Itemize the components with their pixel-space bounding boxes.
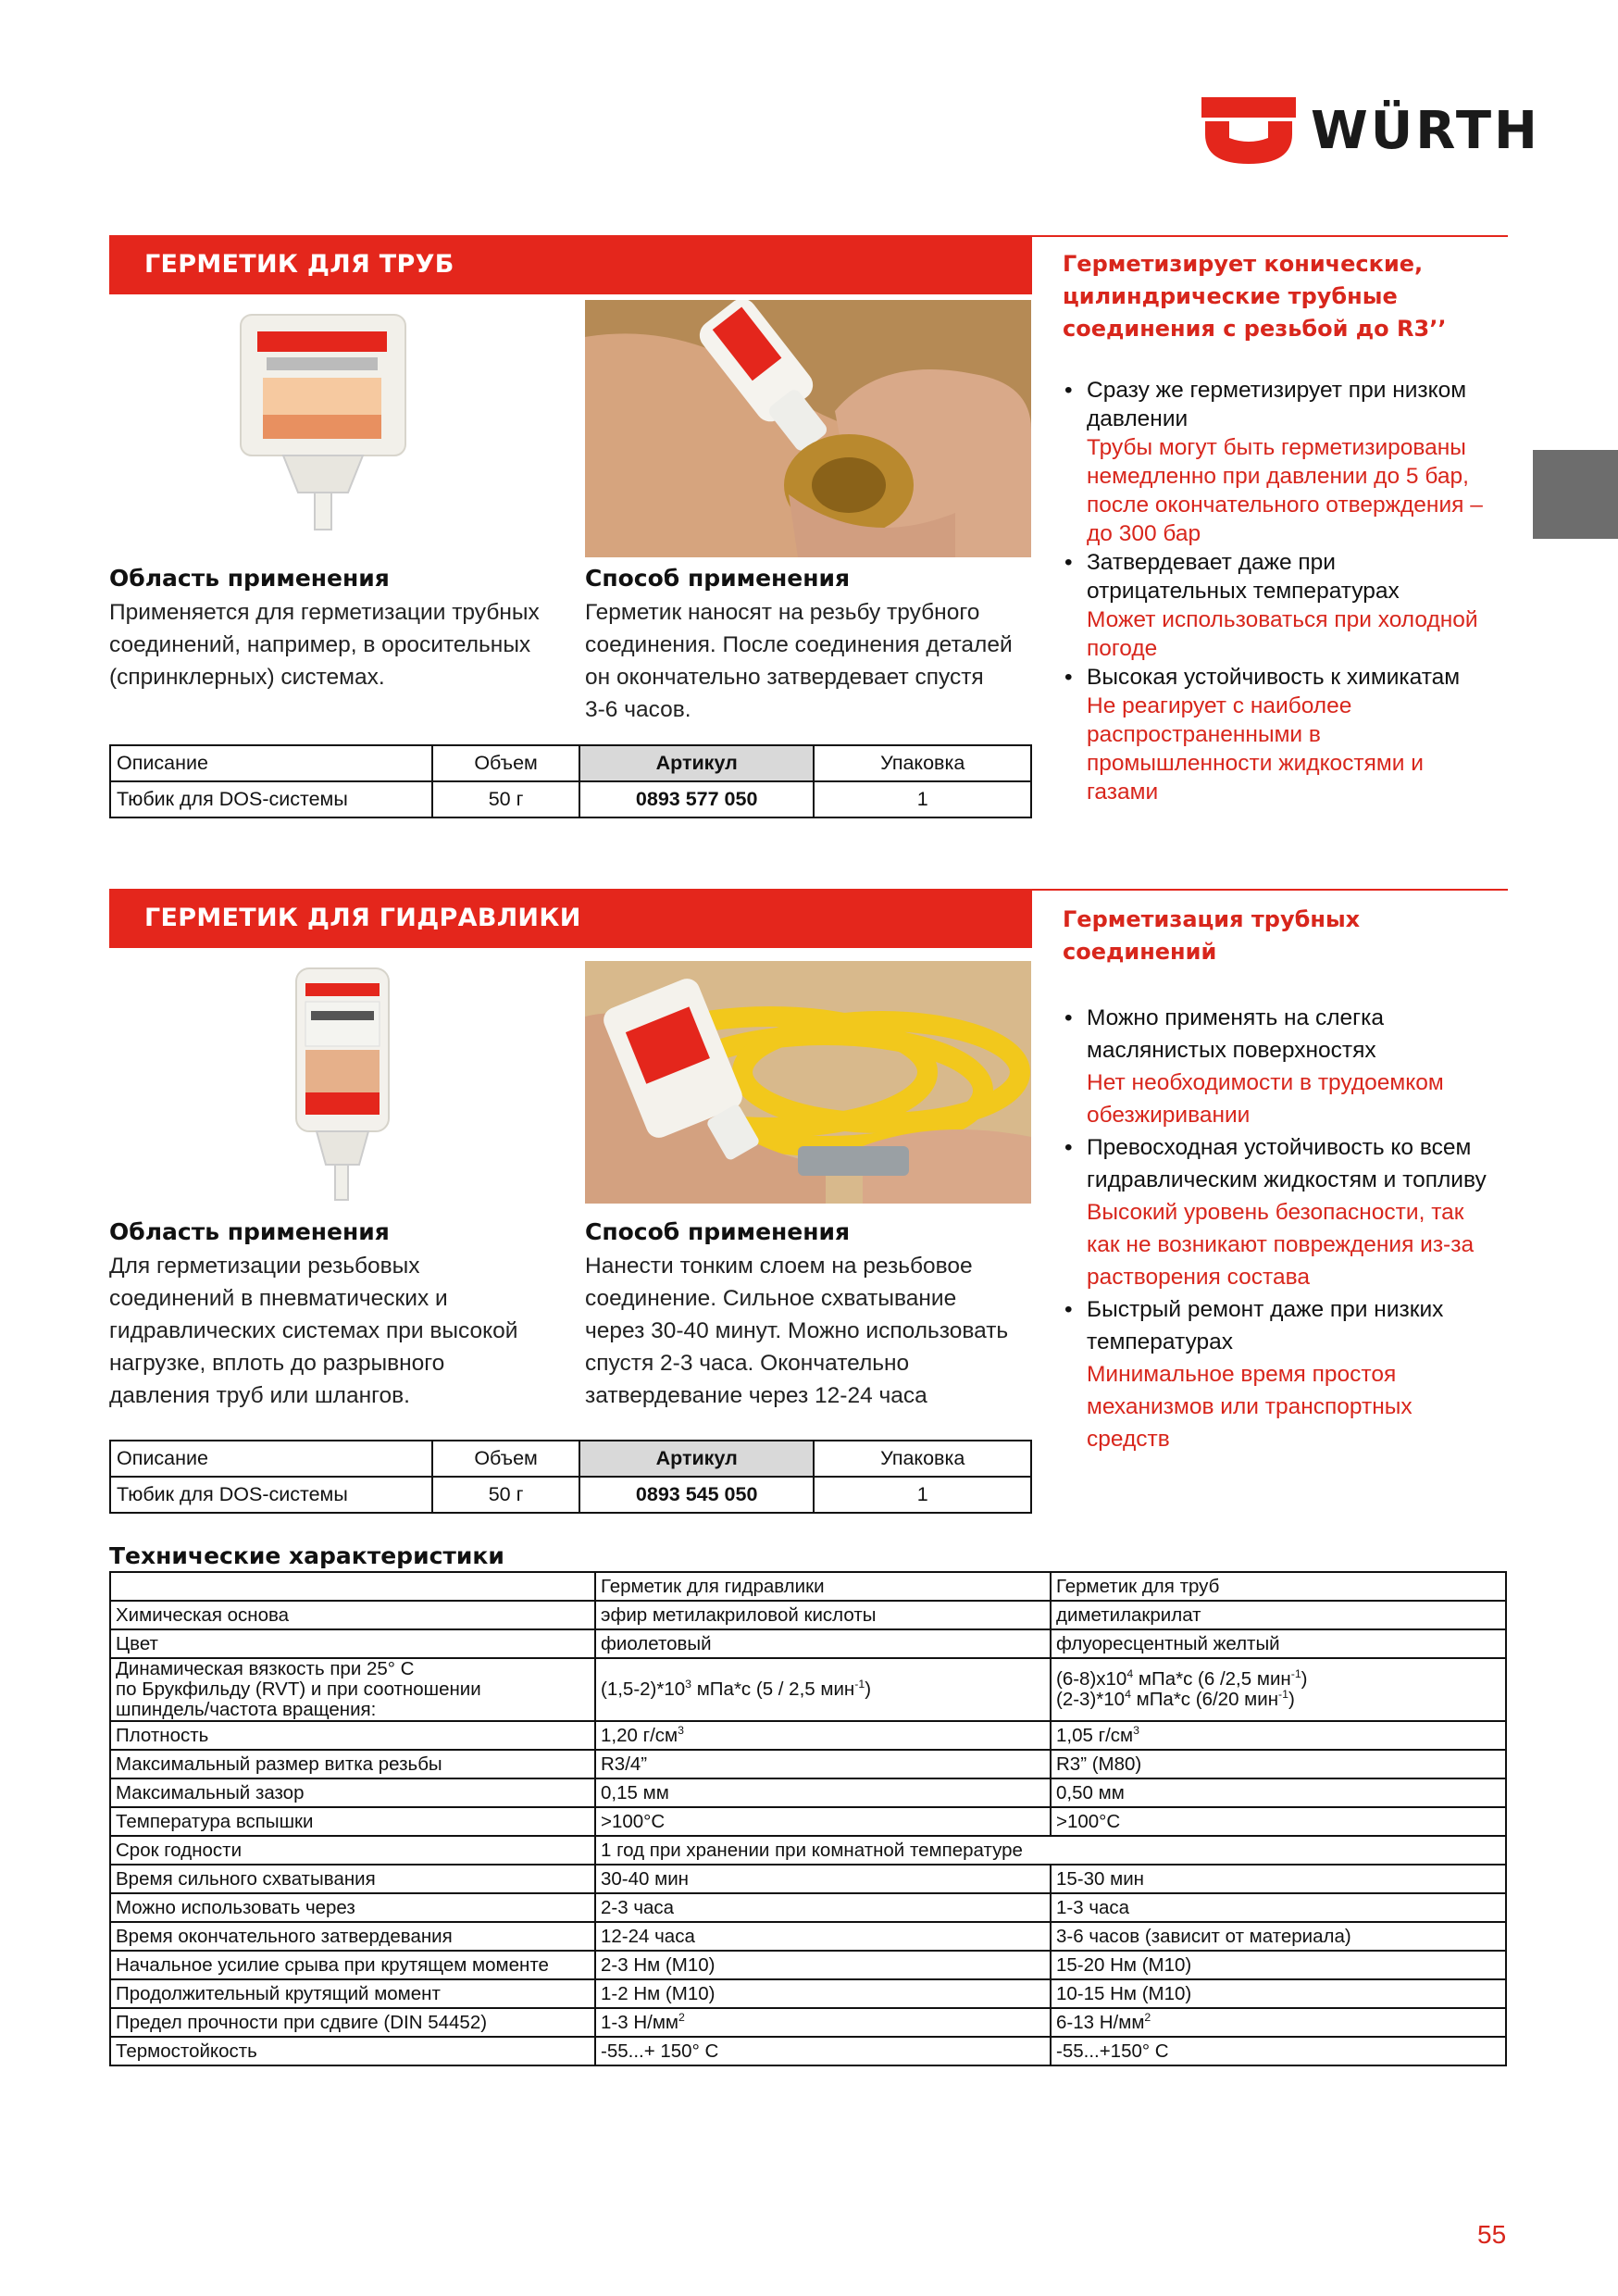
section-title-pipe-sealant: ГЕРМЕТИК ДЛЯ ТРУБ bbox=[109, 235, 1032, 294]
bullet-main: отрицательных температурах bbox=[1087, 579, 1400, 604]
tech-value-line: R3” (M80) bbox=[1056, 1753, 1142, 1775]
feature-title bbox=[1063, 904, 1360, 968]
bullet-note: Нет необходимости в трудоемком bbox=[1087, 1070, 1444, 1095]
tech-value-cell bbox=[595, 1922, 1051, 1951]
method-line: соединение. Сильное схватывание bbox=[585, 1286, 957, 1311]
tech-row bbox=[110, 1951, 1506, 1979]
tech-label-cell bbox=[110, 1922, 595, 1951]
tech-label-cell bbox=[110, 1807, 595, 1836]
tech-value-cell bbox=[1051, 1865, 1506, 1893]
tech-value-line: 1-3 часа bbox=[1056, 1896, 1130, 1918]
chapter-tab-marker bbox=[1533, 450, 1618, 539]
tech-value-cell bbox=[1051, 1750, 1506, 1778]
feature-title-line: Герметизация трубных bbox=[1063, 906, 1361, 932]
tech-value-line: 2-3 часа bbox=[601, 1896, 675, 1918]
bullet-note: как не возникают повреждения из-за bbox=[1087, 1232, 1475, 1257]
section-divider-line bbox=[1032, 235, 1508, 237]
cell-description: Тюбик для DOS-системы bbox=[110, 781, 432, 817]
col-article: Артикул bbox=[579, 1441, 814, 1477]
usage-text bbox=[109, 1250, 517, 1412]
tube-product-image bbox=[289, 965, 396, 1205]
tech-specs-table bbox=[109, 1571, 1507, 2066]
tech-label-cell bbox=[110, 1629, 595, 1658]
bullet-main: давлении bbox=[1087, 406, 1189, 431]
usage-line: Для герметизации резьбовых bbox=[109, 1254, 420, 1279]
tech-value-cell bbox=[1051, 1778, 1506, 1807]
bullet-main: гидравлическим жидкостям и топливу bbox=[1087, 1167, 1487, 1192]
tech-value-line: -55...+150° С bbox=[1056, 2040, 1169, 2062]
bullet-main: • Превосходная устойчивость ко всем bbox=[1087, 1135, 1472, 1160]
wurth-logo-mark-icon bbox=[1201, 97, 1296, 164]
tech-value-line: R3/4” bbox=[601, 1753, 648, 1775]
tech-label-cell bbox=[110, 1721, 595, 1750]
cell-description: Тюбик для DOS-системы bbox=[110, 1477, 432, 1513]
tech-label-cell bbox=[110, 1893, 595, 1922]
tech-row bbox=[110, 1979, 1506, 2008]
tech-value-cell bbox=[1051, 2037, 1506, 2065]
method-line: соединения. После соединения деталей bbox=[585, 632, 1013, 657]
tech-value-cell bbox=[595, 1601, 1051, 1629]
tech-value-cell: 1,05 $г/см^3$ bbox=[1051, 1721, 1506, 1750]
col-package: Упаковка bbox=[814, 745, 1031, 781]
tech-row bbox=[110, 2008, 1506, 2037]
bullet-note: растворения состава bbox=[1087, 1265, 1310, 1290]
tech-value-cell bbox=[1051, 1807, 1506, 1836]
bullet-main: • Сразу же герметизирует при низком bbox=[1087, 378, 1467, 403]
cell-package: 1 bbox=[814, 781, 1031, 817]
tech-label-line: по Брукфильду (RVT) и при соотношении bbox=[116, 1678, 481, 1700]
tech-label-cell bbox=[110, 2037, 595, 2065]
order-table-row bbox=[110, 1477, 1031, 1513]
tech-label-line: Предел прочности при сдвиге (DIN 54452) bbox=[116, 2011, 488, 2033]
tech-value-line: фиолетовый bbox=[601, 1632, 712, 1654]
tech-label-line: Можно использовать через bbox=[116, 1896, 355, 1918]
tech-label-line: Время сильного схватывания bbox=[116, 1867, 376, 1890]
col-volume: Объем bbox=[432, 745, 579, 781]
bullet-main: • Можно применять на слегка bbox=[1087, 1005, 1384, 1030]
method-line: спустя 2-3 часа. Окончательно bbox=[585, 1351, 910, 1376]
tech-row bbox=[110, 1629, 1506, 1658]
usage-line: соединений в пневматических и bbox=[109, 1286, 448, 1311]
method-line: 3-6 часов. bbox=[585, 697, 691, 722]
feature-title-line: цилиндрические трубные bbox=[1063, 283, 1398, 309]
tech-label-cell bbox=[110, 1865, 595, 1893]
tech-value-cell: $(6-8)x10^4$ мПа*с (6 /2,5 мин$^{-1}$) $(2-3)*10^4$ мПа*с (6/20 мин$^{-1}$) bbox=[1051, 1658, 1506, 1721]
tech-value-cell: 1 год при хранении при комнатной температуре bbox=[595, 1836, 1506, 1865]
feature-bullet bbox=[1063, 1131, 1516, 1293]
usage-line: гидравлических системах при высокой bbox=[109, 1318, 518, 1343]
cell-package: 1 bbox=[814, 1477, 1031, 1513]
method-line: Нанести тонким слоем на резьбовое bbox=[585, 1254, 973, 1279]
cell-volume: 50 г bbox=[432, 1477, 579, 1513]
tech-row bbox=[110, 1721, 1506, 1750]
tech-label-cell bbox=[110, 1951, 595, 1979]
bullet-note: механизмов или транспортных bbox=[1087, 1394, 1413, 1419]
feature-bullet bbox=[1063, 1002, 1516, 1131]
cell-article-number: 0893 577 050 bbox=[579, 781, 814, 817]
tech-label-cell bbox=[110, 1601, 595, 1629]
bullet-note: Не реагирует с наиболее bbox=[1087, 693, 1352, 718]
tech-header-cell: Герметик для труб bbox=[1051, 1572, 1506, 1601]
tech-header-cell bbox=[110, 1572, 595, 1601]
tech-row bbox=[110, 1658, 1506, 1721]
tech-value-line: 0,50 мм bbox=[1056, 1781, 1125, 1803]
tech-value-line: диметилакрилат bbox=[1056, 1603, 1201, 1626]
tech-value-cell bbox=[595, 1951, 1051, 1979]
tech-value-cell bbox=[1051, 1893, 1506, 1922]
tech-row bbox=[110, 1807, 1506, 1836]
tech-header-cell: Герметик для гидравлики bbox=[595, 1572, 1051, 1601]
usage-heading: Область применения bbox=[109, 565, 390, 592]
bullet-main: • Высокая устойчивость к химикатам bbox=[1087, 665, 1461, 690]
bullet-note: Высокий уровень безопасности, так bbox=[1087, 1200, 1464, 1225]
tube-product-image bbox=[235, 311, 411, 543]
feature-bullet bbox=[1063, 1293, 1516, 1455]
tech-row bbox=[110, 1922, 1506, 1951]
bullet-note: газами bbox=[1087, 780, 1159, 805]
cell-article-number: 0893 545 050 bbox=[579, 1477, 814, 1513]
bullet-main: маслянистых поверхностях bbox=[1087, 1038, 1376, 1063]
tech-label-cell bbox=[110, 2008, 595, 2037]
tech-label-cell bbox=[110, 1750, 595, 1778]
tech-label-line: Начальное усилие срыва при крутящем моменте bbox=[116, 1953, 549, 1976]
wurth-logo bbox=[1201, 96, 1540, 165]
col-volume: Объем bbox=[432, 1441, 579, 1477]
method-heading: Способ применения bbox=[585, 565, 851, 592]
bullet-note: Может использоваться при холодной bbox=[1087, 607, 1478, 632]
bullet-main: • Быстрый ремонт даже при низких bbox=[1087, 1297, 1444, 1322]
bullet-main: температурах bbox=[1087, 1329, 1233, 1354]
tech-row bbox=[110, 1893, 1506, 1922]
order-table-row bbox=[110, 781, 1031, 817]
tech-row bbox=[110, 1750, 1506, 1778]
pipe-thread-application-photo bbox=[585, 300, 1031, 557]
tech-value-cell: 6-13 $Н/мм^2$ bbox=[1051, 2008, 1506, 2037]
hydraulic-hose-application-photo bbox=[585, 961, 1031, 1204]
bullet-note: средств bbox=[1087, 1427, 1170, 1452]
bullet-note: немедленно при давлении до 5 бар, bbox=[1087, 464, 1469, 489]
usage-line: Применяется для герметизации трубных bbox=[109, 600, 540, 625]
col-description: Описание bbox=[110, 745, 432, 781]
method-heading: Способ применения bbox=[585, 1218, 851, 1245]
tech-label-line: шпиндель/частота вращения: bbox=[116, 1699, 377, 1720]
tech-value-cell bbox=[595, 1893, 1051, 1922]
tech-row bbox=[110, 1836, 1506, 1865]
feature-bullet-list bbox=[1063, 1002, 1516, 1455]
order-table-header bbox=[110, 745, 1031, 781]
bullet-note: распространенными в bbox=[1087, 722, 1321, 747]
bullet-note: погоде bbox=[1087, 636, 1158, 661]
tech-label-line: Цвет bbox=[116, 1632, 158, 1654]
tech-value-cell bbox=[595, 1778, 1051, 1807]
tech-header-row bbox=[110, 1572, 1506, 1601]
col-description: Описание bbox=[110, 1441, 432, 1477]
tech-label-cell bbox=[110, 1778, 595, 1807]
tech-value-cell bbox=[595, 2037, 1051, 2065]
bullet-note: до 300 бар bbox=[1087, 521, 1201, 546]
bullet-note: Минимальное время простоя bbox=[1087, 1362, 1397, 1387]
tech-value-cell bbox=[595, 1979, 1051, 2008]
method-line: затвердевание через 12-24 часа bbox=[585, 1383, 927, 1408]
tech-specs-title: Технические характеристики bbox=[109, 1542, 504, 1569]
feature-title-line: соединений bbox=[1063, 939, 1217, 965]
order-table bbox=[109, 1440, 1032, 1514]
bullet-note: обезжиривании bbox=[1087, 1103, 1251, 1128]
tech-value-line: 3-6 часов (зависит от материала) bbox=[1056, 1925, 1351, 1947]
order-table-header bbox=[110, 1441, 1031, 1477]
tech-row bbox=[110, 1778, 1506, 1807]
usage-line: давления труб или шлангов. bbox=[109, 1383, 410, 1408]
tech-label-line: Максимальный размер витка резьбы bbox=[116, 1753, 442, 1775]
tech-label-cell bbox=[110, 1979, 595, 2008]
tech-value-line: 15-30 мин bbox=[1056, 1867, 1144, 1890]
tech-value-line: 2-3 Нм (M10) bbox=[601, 1953, 716, 1976]
feature-title bbox=[1063, 248, 1446, 345]
feature-bullet bbox=[1063, 548, 1516, 663]
cell-volume: 50 г bbox=[432, 781, 579, 817]
tech-label-cell bbox=[110, 1658, 595, 1721]
bullet-main: • Затвердевает даже при bbox=[1087, 550, 1336, 575]
tech-value-line: 15-20 Нм (M10) bbox=[1056, 1953, 1192, 1976]
tech-row bbox=[110, 1601, 1506, 1629]
tech-value-line: 10-15 Нм (M10) bbox=[1056, 1982, 1192, 2004]
tech-value-line: 0,15 мм bbox=[601, 1781, 669, 1803]
usage-line: (спринклерных) системах. bbox=[109, 665, 385, 690]
feature-bullet bbox=[1063, 663, 1516, 806]
method-text bbox=[585, 596, 1013, 726]
tech-value-cell: 1-3 $Н/мм^2$ bbox=[595, 2008, 1051, 2037]
wurth-logo-text: WÜRTH bbox=[1311, 100, 1540, 161]
tech-value-line: -55...+ 150° С bbox=[601, 2040, 719, 2062]
tech-label-line: Продолжительный крутящий момент bbox=[116, 1982, 441, 2004]
tech-label-line: Срок годности bbox=[116, 1839, 243, 1861]
tech-label-line: Температура вспышки bbox=[116, 1810, 314, 1832]
order-table bbox=[109, 744, 1032, 818]
bullet-note: после окончательного отверждения – bbox=[1087, 493, 1483, 518]
tech-label-line: Химическая основа bbox=[116, 1603, 290, 1626]
tech-value-cell bbox=[1051, 1629, 1506, 1658]
method-line: он окончательно затвердевает спустя bbox=[585, 665, 984, 690]
tech-row bbox=[110, 2037, 1506, 2065]
tech-value-cell bbox=[595, 1750, 1051, 1778]
tech-value-cell bbox=[1051, 1951, 1506, 1979]
tech-value-cell bbox=[1051, 1601, 1506, 1629]
feature-title-line: соединения с резьбой до R3’’ bbox=[1063, 316, 1447, 342]
usage-line: нагрузке, вплоть до разрывного bbox=[109, 1351, 445, 1376]
usage-heading: Область применения bbox=[109, 1218, 390, 1245]
tech-label-line: Динамическая вязкость при 25° С bbox=[116, 1658, 415, 1679]
tech-value-line: 30-40 мин bbox=[601, 1867, 689, 1890]
tech-label-line: Плотность bbox=[116, 1724, 209, 1746]
col-package: Упаковка bbox=[814, 1441, 1031, 1477]
tech-row bbox=[110, 1865, 1506, 1893]
tech-value-line: эфир метилакриловой кислоты bbox=[601, 1603, 877, 1626]
method-line: Герметик наносят на резьбу трубного bbox=[585, 600, 980, 625]
tech-label-line: Термостойкость bbox=[116, 2040, 257, 2062]
tech-label-cell bbox=[110, 1836, 595, 1865]
method-text bbox=[585, 1250, 1008, 1412]
tech-value-line: >100°С bbox=[601, 1810, 666, 1832]
page-number: 55 bbox=[1477, 2220, 1507, 2249]
tech-value-line: 1-2 Нм (M10) bbox=[601, 1982, 716, 2004]
tech-value-line: флуоресцентный желтый bbox=[1056, 1632, 1280, 1654]
section-divider-line bbox=[1032, 889, 1508, 891]
tech-label-line: Максимальный зазор bbox=[116, 1781, 305, 1803]
section-title-hydraulic-sealant: ГЕРМЕТИК ДЛЯ ГИДРАВЛИКИ bbox=[109, 889, 1032, 948]
bullet-note: Трубы могут быть герметизированы bbox=[1087, 435, 1466, 460]
bullet-note: промышленности жидкостями и bbox=[1087, 751, 1424, 776]
tech-value-cell: 1,20 $г/см^3$ bbox=[595, 1721, 1051, 1750]
tech-value-cell: $(1,5-2)*10^3$ мПа*с (5 / 2,5 мин$^{-1}$) bbox=[595, 1658, 1051, 1721]
tech-value-cell bbox=[595, 1865, 1051, 1893]
usage-text bbox=[109, 596, 540, 693]
tech-value-cell bbox=[1051, 1922, 1506, 1951]
tech-value-line: >100°С bbox=[1056, 1810, 1121, 1832]
feature-title-line: Герметизирует конические, bbox=[1063, 251, 1424, 277]
usage-line: соединений, например, в оросительных bbox=[109, 632, 531, 657]
tech-value-line: 12-24 часа bbox=[601, 1925, 695, 1947]
tech-value-cell bbox=[595, 1807, 1051, 1836]
col-article: Артикул bbox=[579, 745, 814, 781]
tech-value-cell bbox=[1051, 1979, 1506, 2008]
tech-label-line: Время окончательного затвердевания bbox=[116, 1925, 453, 1947]
method-line: через 30-40 минут. Можно использовать bbox=[585, 1318, 1009, 1343]
feature-bullet-list bbox=[1063, 376, 1516, 806]
tech-value-cell bbox=[595, 1629, 1051, 1658]
feature-bullet bbox=[1063, 376, 1516, 548]
